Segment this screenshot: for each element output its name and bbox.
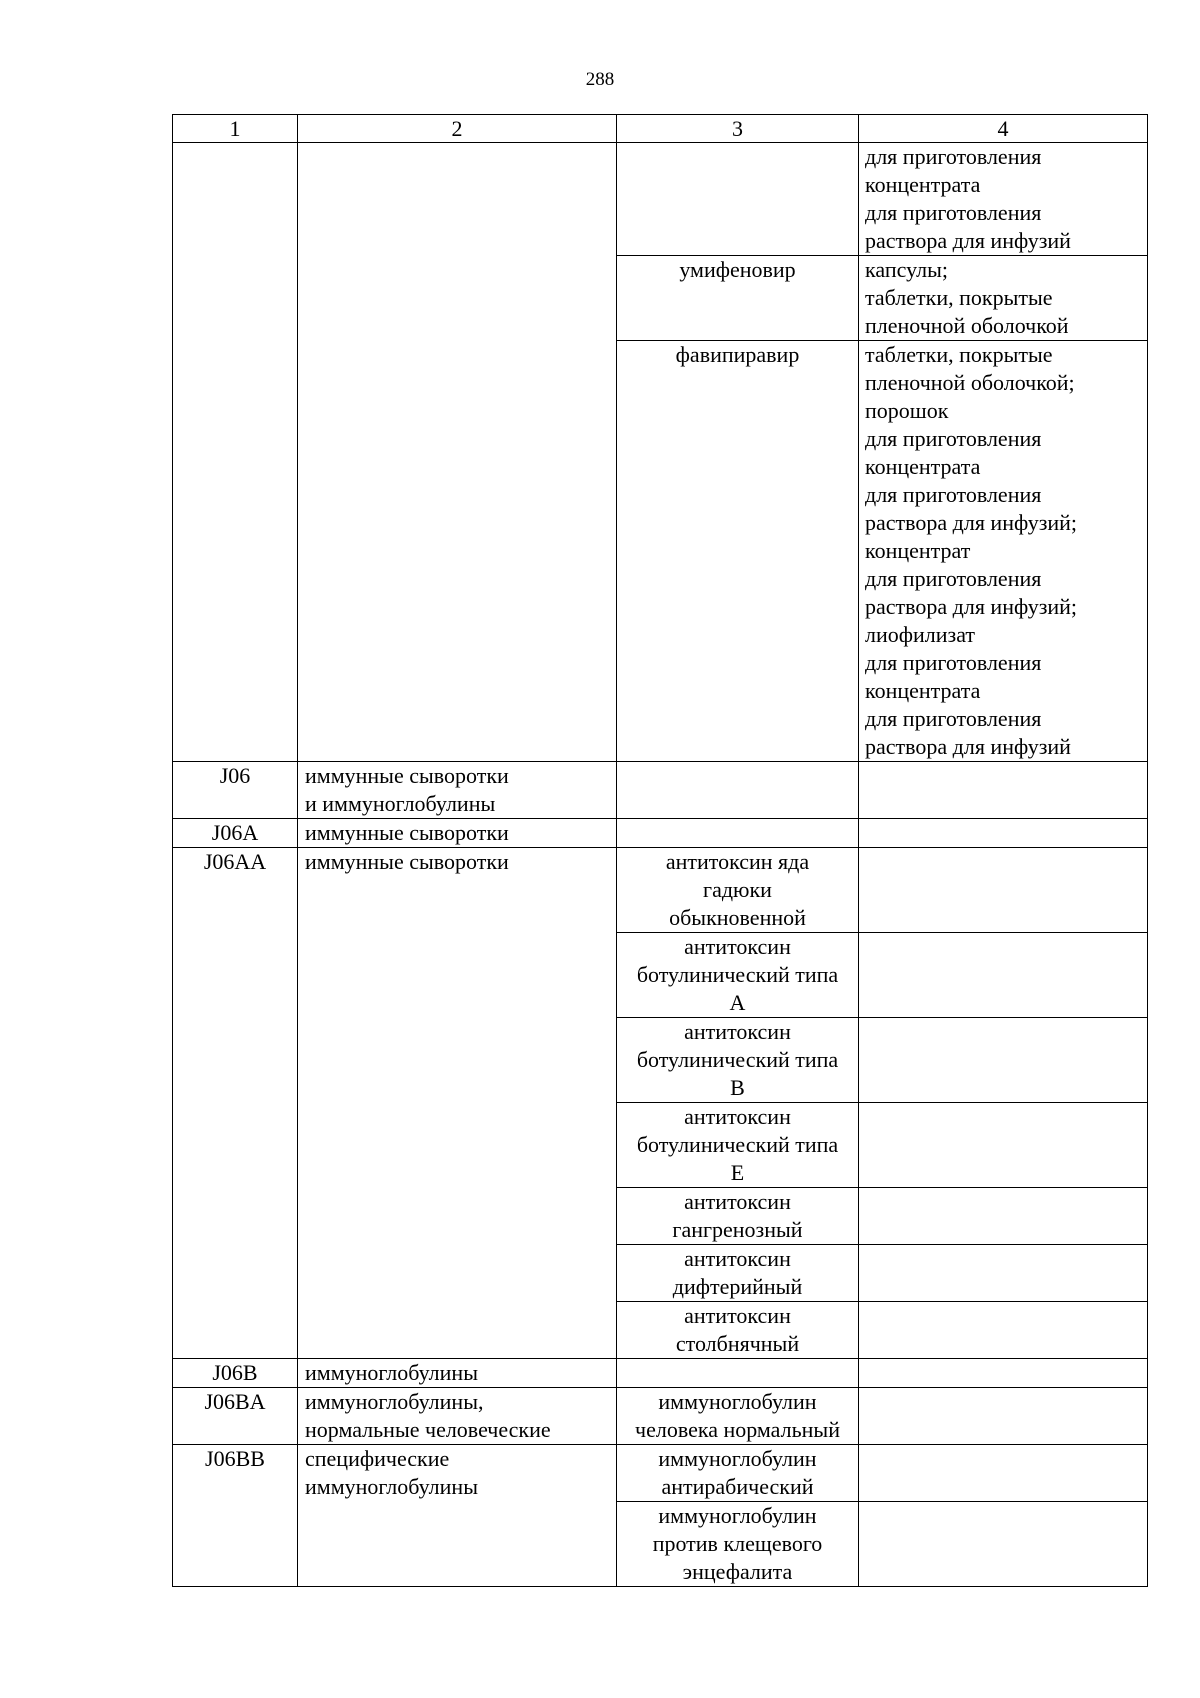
code-cell: J06B (173, 1359, 298, 1388)
dosage-form-cell (859, 1188, 1148, 1245)
group-name-cell (298, 143, 617, 762)
drug-name-cell (617, 1359, 859, 1388)
dosage-form-cell (859, 1502, 1148, 1587)
code-cell: J06AA (173, 848, 298, 1359)
dosage-form-cell (859, 1445, 1148, 1502)
header-col-3: 3 (617, 115, 859, 143)
dosage-form-cell (859, 1103, 1148, 1188)
drug-name-cell: антитоксин дифтерийный (617, 1245, 859, 1302)
code-cell: J06 (173, 762, 298, 819)
dosage-form-cell: таблетки, покрытые пленочной оболочкой; порошок для приготовления концентрата для приготовления раствора для инфузий; концентрат для приготовления раствора для инфузий; лиофилизат для приготовления концентрата для приготовления раствора для инфузий (859, 341, 1148, 762)
code-cell (173, 143, 298, 762)
drug-name-cell (617, 819, 859, 848)
drug-name-cell: фавипиравир (617, 341, 859, 762)
drug-name-cell: иммуноглобулин человека нормальный (617, 1388, 859, 1445)
group-name-cell: иммунные сыворотки и иммуноглобулины (298, 762, 617, 819)
drug-name-cell: умифеновир (617, 256, 859, 341)
drug-name-cell: антитоксин яда гадюки обыкновенной (617, 848, 859, 933)
header-col-2: 2 (298, 115, 617, 143)
dosage-form-cell: капсулы; таблетки, покрытые пленочной оболочкой (859, 256, 1148, 341)
group-name-cell: иммуноглобулины (298, 1359, 617, 1388)
dosage-form-cell (859, 1388, 1148, 1445)
table-row (173, 1388, 1148, 1445)
dosage-form-cell (859, 819, 1148, 848)
header-col-4: 4 (859, 115, 1148, 143)
table-row (173, 819, 1148, 848)
page-number: 288 (585, 69, 615, 90)
group-name-cell: иммунные сыворотки (298, 819, 617, 848)
dosage-form-cell (859, 933, 1148, 1018)
drug-name-cell: антитоксин ботулинический типа B (617, 1018, 859, 1103)
code-cell: J06BA (173, 1388, 298, 1445)
group-name-cell: иммуноглобулины, нормальные человеческие (298, 1388, 617, 1445)
table-header-row (173, 115, 1148, 143)
table-row (173, 848, 1148, 933)
dosage-form-cell (859, 848, 1148, 933)
drug-table (172, 114, 1148, 1587)
drug-name-cell: антитоксин ботулинический типа E (617, 1103, 859, 1188)
dosage-form-cell (859, 1359, 1148, 1388)
dosage-form-cell (859, 1018, 1148, 1103)
drug-name-cell: антитоксин столбнячный (617, 1302, 859, 1359)
drug-name-cell (617, 143, 859, 256)
code-cell: J06BB (173, 1445, 298, 1587)
drug-name-cell (617, 762, 859, 819)
drug-name-cell: антитоксин ботулинический типа A (617, 933, 859, 1018)
code-cell: J06A (173, 819, 298, 848)
table-row (173, 762, 1148, 819)
table-row (173, 143, 1148, 256)
group-name-cell: специфические иммуноглобулины (298, 1445, 617, 1587)
dosage-form-cell (859, 1302, 1148, 1359)
dosage-form-cell (859, 1245, 1148, 1302)
table-row (173, 1445, 1148, 1502)
table-row (173, 1359, 1148, 1388)
drug-name-cell: антитоксин гангренозный (617, 1188, 859, 1245)
group-name-cell: иммунные сыворотки (298, 848, 617, 1359)
drug-name-cell: иммуноглобулин антирабический (617, 1445, 859, 1502)
header-col-1: 1 (173, 115, 298, 143)
dosage-form-cell: для приготовления концентрата для приготовления раствора для инфузий (859, 143, 1148, 256)
dosage-form-cell (859, 762, 1148, 819)
drug-name-cell: иммуноглобулин против клещевого энцефалита (617, 1502, 859, 1587)
